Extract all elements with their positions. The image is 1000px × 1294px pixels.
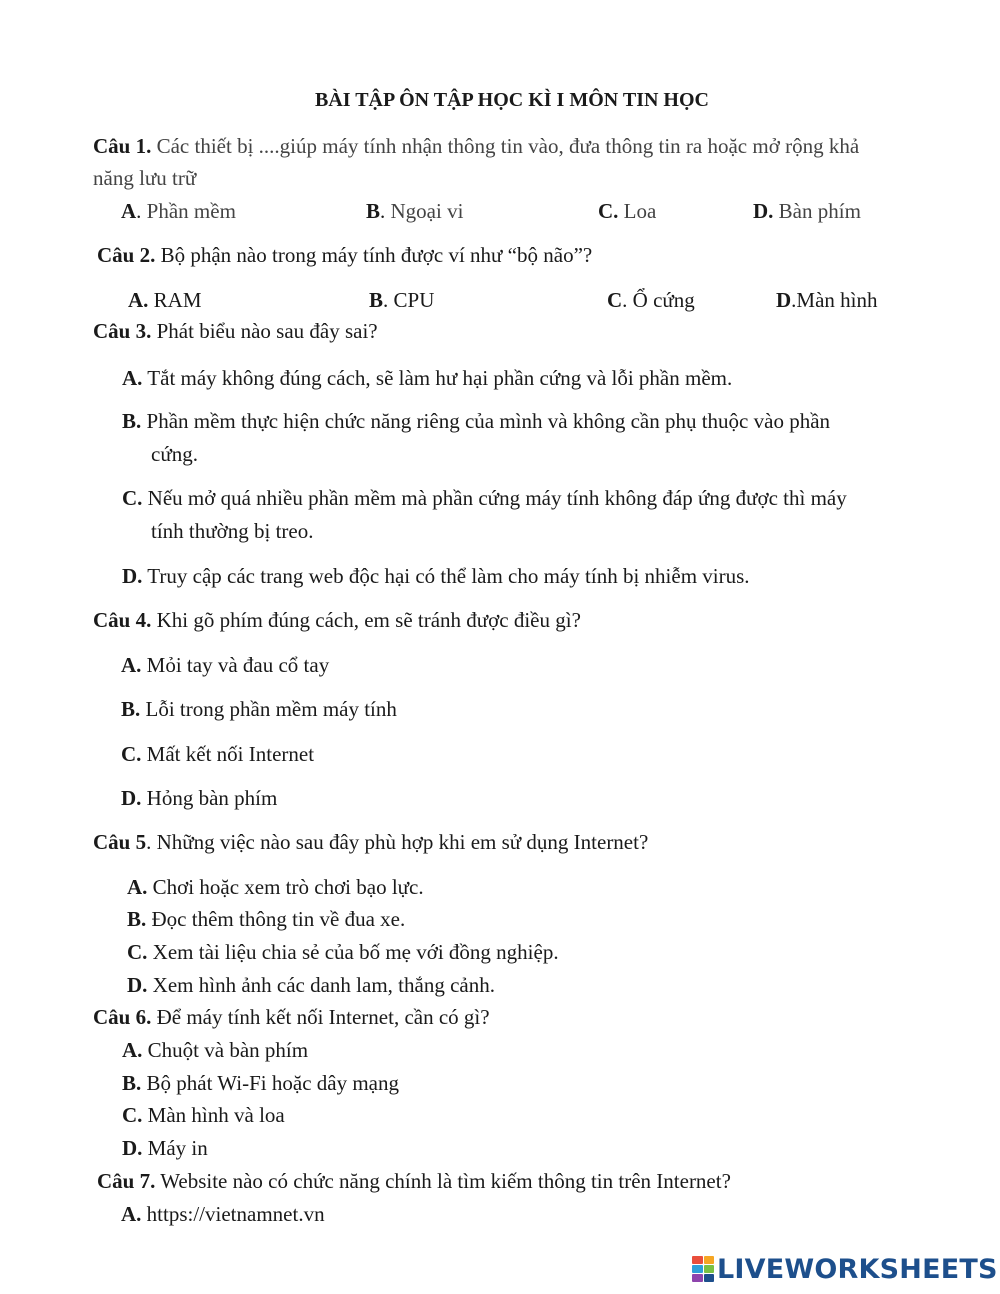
- question-text: Khi gõ phím đúng cách, em sẽ tránh được điều gì?: [151, 608, 581, 632]
- q6-option-a[interactable]: A. Chuột và bàn phím: [122, 1038, 309, 1062]
- q1-option-c[interactable]: C. Loa: [598, 199, 657, 223]
- question-label: Câu 7.: [97, 1169, 156, 1193]
- q3-option-c[interactable]: C. Nếu mở quá nhiều phần mềm mà phần cứng máy tính không đáp ứng được thì máy: [122, 486, 847, 510]
- question-7: [97, 1169, 731, 1194]
- question-text: Để máy tính kết nối Internet, cần có gì?: [151, 1005, 490, 1029]
- question-label: Câu 6.: [93, 1005, 152, 1029]
- q3-option-c-continuation: tính thường bị treo.: [151, 519, 314, 543]
- q4-option-b[interactable]: B. Lỗi trong phần mềm máy tính: [121, 697, 397, 721]
- q1-option-d[interactable]: D. Bàn phím: [753, 199, 861, 223]
- question-label: Câu 1.: [93, 134, 152, 158]
- q6-option-c[interactable]: C. Màn hình và loa: [122, 1103, 285, 1127]
- q4-option-d[interactable]: D. Hỏng bàn phím: [121, 786, 278, 810]
- q5-option-c[interactable]: C. Xem tài liệu chia sẻ của bố mẹ với đồng nghiệp.: [127, 940, 559, 964]
- worksheet-title: BÀI TẬP ÔN TẬP HỌC KÌ I MÔN TIN HỌC: [315, 89, 709, 111]
- q2-option-a[interactable]: A. RAM: [128, 288, 202, 312]
- liveworksheets-logo[interactable]: [692, 1252, 998, 1286]
- q1-option-b[interactable]: B. Ngoại vi: [366, 199, 464, 223]
- liveworksheets-logo-text: LIVEWORKSHEETS: [717, 1253, 998, 1285]
- question-text: Phát biểu nào sau đây sai?: [151, 319, 378, 343]
- q4-option-a[interactable]: A. Mỏi tay và đau cổ tay: [121, 653, 330, 677]
- question-5: [93, 830, 648, 855]
- q3-option-d[interactable]: D. Truy cập các trang web độc hại có thể làm cho máy tính bị nhiễm virus.: [122, 564, 750, 588]
- q2-option-d[interactable]: D.Màn hình: [776, 288, 878, 312]
- question-1-continuation: năng lưu trữ: [93, 166, 197, 190]
- question-label: Câu 2.: [97, 243, 156, 267]
- question-text: . Những việc nào sau đây phù hợp khi em sử dụng Internet?: [146, 830, 649, 854]
- question-4: [93, 608, 581, 633]
- question-label: Câu 4.: [93, 608, 152, 632]
- q3-option-a[interactable]: A. Tắt máy không đúng cách, sẽ làm hư hại phần cứng và lỗi phần mềm.: [122, 366, 733, 390]
- q5-option-b[interactable]: B. Đọc thêm thông tin về đua xe.: [127, 907, 406, 931]
- question-6: [93, 1005, 490, 1030]
- q5-option-d[interactable]: D. Xem hình ảnh các danh lam, thắng cảnh.: [127, 973, 495, 997]
- question-label: Câu 5: [93, 830, 147, 854]
- question-label: Câu 3.: [93, 319, 152, 343]
- q6-option-d[interactable]: D. Máy in: [122, 1136, 208, 1160]
- question-2: [97, 243, 592, 268]
- question-text: Website nào có chức năng chính là tìm kiếm thông tin trên Internet?: [155, 1169, 731, 1193]
- q3-option-b-continuation: cứng.: [151, 442, 198, 466]
- q2-option-b[interactable]: B. CPU: [369, 288, 435, 312]
- question-text: Các thiết bị ....giúp máy tính nhận thông tin vào, đưa thông tin ra hoặc mở rộng khả: [151, 134, 860, 158]
- question-3: [93, 319, 378, 344]
- q2-option-c[interactable]: C. Ổ cứng: [607, 288, 695, 312]
- q4-option-c[interactable]: C. Mất kết nối Internet: [121, 742, 315, 766]
- q6-option-b[interactable]: B. Bộ phát Wi-Fi hoặc dây mạng: [122, 1071, 399, 1095]
- q5-option-a[interactable]: A. Chơi hoặc xem trò chơi bạo lực.: [127, 875, 424, 899]
- q3-option-b[interactable]: B. Phần mềm thực hiện chức năng riêng của mình và không cần phụ thuộc vào phần: [122, 409, 831, 433]
- liveworksheets-logo-icon: [692, 1256, 714, 1282]
- q7-option-a[interactable]: A. https://vietnamnet.vn: [121, 1202, 325, 1226]
- question-1: [93, 134, 859, 159]
- question-text: Bộ phận nào trong máy tính được ví như “bộ não”?: [155, 243, 593, 267]
- q1-option-a[interactable]: A. Phần mềm: [121, 199, 236, 223]
